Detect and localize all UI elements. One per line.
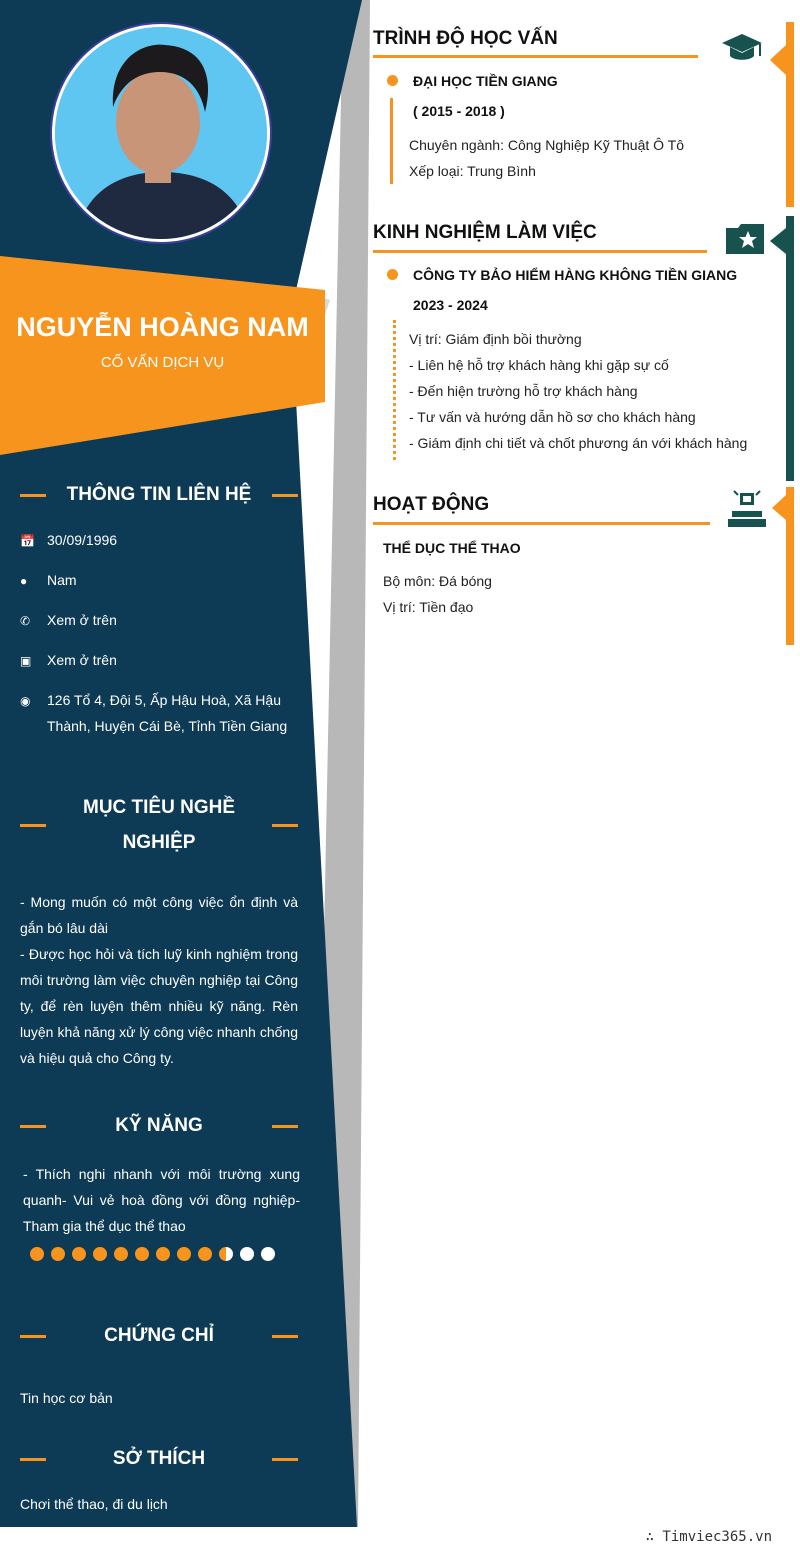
skill-rating-dot: [177, 1247, 191, 1261]
heading-dash: [272, 1335, 298, 1338]
skills-heading: [20, 1115, 298, 1137]
heading-dash: [20, 1335, 46, 1338]
skill-rating-dot: [30, 1247, 44, 1261]
experience-heading: KINH NGHIỆM LÀM VIỆC: [373, 222, 597, 243]
birthday-value: 30/09/1996: [47, 532, 118, 548]
timeline-bullet: [387, 75, 398, 86]
education-heading: TRÌNH ĐỘ HỌC VẤN: [373, 28, 558, 49]
graduation-cap-icon: [720, 32, 764, 69]
hobbies-text: Chơi thể thao, đi du lịch: [20, 1496, 168, 1512]
contact-phone: [20, 607, 290, 634]
heading-dash: [20, 1125, 46, 1128]
experience-line: - Tư vấn và hướng dẫn hồ sơ cho khách hàng: [409, 409, 696, 425]
calendar-icon: 📅: [20, 534, 35, 548]
activity-position: Vị trí: Tiền đạo: [383, 599, 474, 615]
heading-dash: [20, 824, 46, 827]
activity-sport: Bộ môn: Đá bóng: [383, 573, 492, 589]
education-period: ( 2015 - 2018 ): [413, 103, 505, 119]
activities-heading: HOẠT ĐỘNG: [373, 494, 490, 515]
education-side-bar: [786, 22, 794, 207]
contact-address: [20, 687, 290, 739]
gender-value: Nam: [47, 572, 77, 588]
skill-rating-dot: [219, 1247, 233, 1261]
skill-rating-dot: [72, 1247, 86, 1261]
experience-line: Vị trí: Giám định bồi thường: [409, 331, 582, 347]
education-timeline-line: [390, 98, 393, 184]
education-heading-underline: [373, 55, 698, 58]
skill-rating-dot: [51, 1247, 65, 1261]
skill-rating-dot: [135, 1247, 149, 1261]
activities-side-bar: [786, 487, 794, 645]
heading-dash: [272, 824, 298, 827]
objective-text: - Mong muốn có một công việc ổn định và gắn bó lâu dài - Được học hỏi và tích luỹ kinh nghiệm trong môi trường làm việc chuyên nghiệp tại Công ty, để rèn luyện thêm nhiều kỹ năng. Rèn luyện khả năng xử lý công việc nhanh chống và hiệu quả cho Công ty.: [20, 894, 298, 1066]
skill-rating-dot: [156, 1247, 170, 1261]
briefcase-star-icon: [724, 222, 766, 261]
experience-side-bar: [786, 216, 794, 481]
experience-line: - Giám định chi tiết và chốt phương án với khách hàng: [409, 435, 748, 451]
objective-heading-line1: MỤC TIÊU NGHỀ: [83, 797, 235, 818]
certificates-text: Tin học cơ bản: [20, 1390, 113, 1406]
skill-rating-dot: [114, 1247, 128, 1261]
education-grade: Xếp loại: Trung Bình: [409, 163, 536, 179]
podium-icon: [728, 489, 766, 534]
contact-gender: [20, 567, 290, 594]
education-school: ĐẠI HỌC TIỀN GIANG: [413, 73, 558, 89]
experience-timeline-line: [393, 320, 399, 460]
phone-icon: ✆: [20, 614, 31, 628]
skills-text: - Thích nghi nhanh với môi trường xung quanh- Vui vẻ hoà đồng với đồng nghiệp- Tham gia thể dục thể thao: [23, 1166, 300, 1234]
education-side-pointer: [770, 45, 786, 75]
email-icon: ▣: [20, 654, 32, 668]
experience-side-pointer: [770, 228, 786, 254]
contact-heading: [20, 484, 298, 506]
experience-line: - Liên hệ hỗ trợ khách hàng khi gặp sự cố: [409, 357, 669, 373]
experience-period: 2023 - 2024: [413, 297, 488, 313]
experience-company: CÔNG TY BẢO HIỂM HÀNG KHÔNG TIỀN GIANG: [413, 267, 738, 283]
certificates-heading: [20, 1325, 298, 1347]
location-icon: ◉: [20, 694, 31, 708]
phone-value: Xem ở trên: [47, 612, 117, 628]
skill-rating-dot: [240, 1247, 254, 1261]
user-icon: ●: [20, 574, 28, 588]
activity-title: THỂ DỤC THỂ THAO: [383, 540, 521, 556]
heading-dash: [20, 494, 46, 497]
heading-dash: [20, 1458, 46, 1461]
objective-heading: [20, 790, 298, 860]
skills-heading-text: KỸ NĂNG: [115, 1115, 203, 1136]
experience-heading-underline: [373, 250, 707, 253]
experience-line: - Đến hiện trường hỗ trợ khách hàng: [409, 383, 638, 399]
timeline-bullet: [387, 269, 398, 280]
objective-heading-line2: NGHIỆP: [122, 832, 196, 853]
activities-side-pointer: [772, 495, 786, 520]
skill-rating-dot: [261, 1247, 275, 1261]
heading-dash: [272, 1458, 298, 1461]
certificates-heading-text: CHỨNG CHỈ: [104, 1325, 214, 1346]
heading-dash: [272, 1125, 298, 1128]
watermark: ∴ Timviec365.vn: [645, 1529, 772, 1545]
email-value: Xem ở trên: [47, 652, 117, 668]
skill-rating: [30, 1247, 275, 1261]
contact-birthday: [20, 527, 290, 554]
skill-rating-dot: [198, 1247, 212, 1261]
candidate-name: NGUYỄN HOÀNG NAM: [16, 312, 309, 342]
objective-heading-text: [46, 790, 272, 860]
address-value: 126 Tổ 4, Đội 5, Ấp Hậu Hoà, Xã Hậu Thành, Huyện Cái Bè, Tỉnh Tiền Giang: [47, 692, 288, 734]
skill-rating-dot: [93, 1247, 107, 1261]
avatar: [52, 24, 270, 242]
hobbies-heading-text: SỞ THÍCH: [112, 1448, 206, 1469]
heading-dash: [272, 494, 298, 497]
candidate-job-title: CỐ VẤN DỊCH VỤ: [100, 354, 225, 371]
contact-heading-text: THÔNG TIN LIÊN HỆ: [66, 484, 252, 505]
education-major: Chuyên ngành: Công Nghiệp Kỹ Thuật Ô Tô: [409, 137, 684, 153]
activities-heading-underline: [373, 522, 710, 525]
contact-email: [20, 647, 290, 674]
hobbies-heading: [20, 1448, 298, 1470]
